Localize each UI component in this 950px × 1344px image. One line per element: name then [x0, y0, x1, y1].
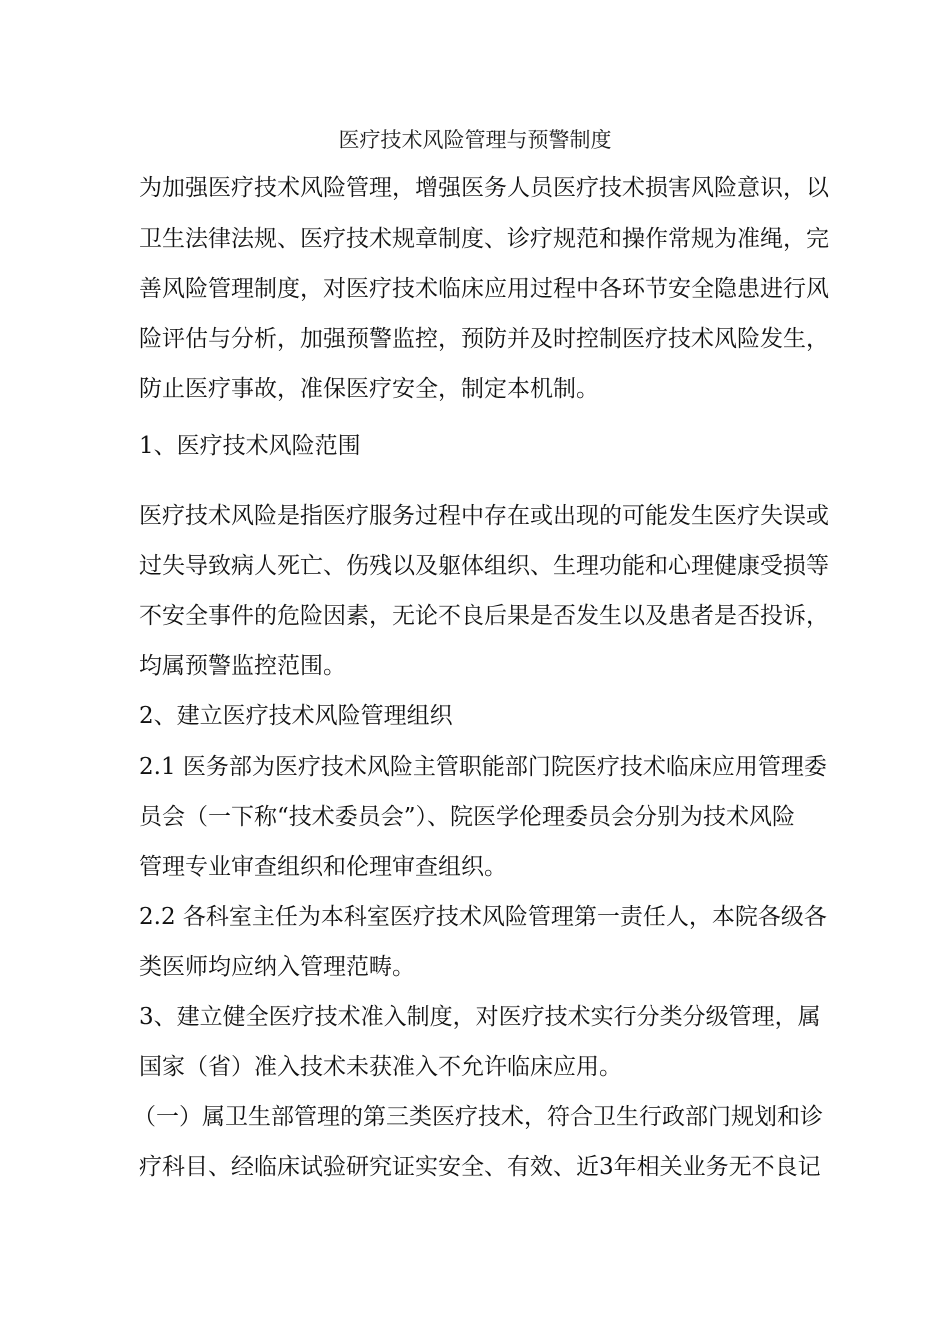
paragraph-line: 防止医疗事故，准保医疗安全，制定本机制。 — [139, 376, 599, 402]
paragraph-line: 管理专业审查组织和伦理审查组织。 — [139, 854, 507, 880]
paragraph-line: 善风险管理制度，对医疗技术临床应用过程中各环节安全隐患进行风 — [139, 276, 829, 302]
paragraph-line: 2.2 各科室主任为本科室医疗技术风险管理第一责任人，本院各级各 — [139, 904, 827, 930]
paragraph-line: 类医师均应纳入管理范畴。 — [139, 954, 415, 980]
paragraph-line: 疗科目、经临床试验研究证实安全、有效、近3年相关业务无不良记 — [139, 1154, 821, 1180]
paragraph-line: 过失导致病人死亡、伤残以及躯体组织、生理功能和心理健康受损等 — [139, 553, 829, 579]
section-heading: 2、建立医疗技术风险管理组织 — [139, 703, 453, 729]
paragraph-line: 员会（一下称“技术委员会”）、院医学伦理委员会分别为技术风险 — [139, 804, 796, 830]
paragraph-line: （一）属卫生部管理的第三类医疗技术，符合卫生行政部门规划和诊 — [133, 1104, 823, 1130]
paragraph-line: 卫生法律法规、医疗技术规章制度、诊疗规范和操作常规为准绳，完 — [139, 226, 829, 252]
paragraph-line: 国家（省）准入技术未获准入不允许临床应用。 — [139, 1054, 622, 1080]
document-title: 医疗技术风险管理与预警制度 — [338, 128, 612, 152]
paragraph-line: 2.1 医务部为医疗技术风险主管职能部门院医疗技术临床应用管理委 — [139, 754, 827, 780]
paragraph-line: 险评估与分析，加强预警监控，预防并及时控制医疗技术风险发生， — [139, 326, 829, 352]
paragraph-line: 均属预警监控范围。 — [139, 653, 346, 679]
section-heading: 1、医疗技术风险范围 — [139, 433, 361, 459]
paragraph-line: 不安全事件的危险因素，无论不良后果是否发生以及患者是否投诉， — [139, 603, 829, 629]
paragraph-line: 3、建立健全医疗技术准入制度，对医疗技术实行分类分级管理，属 — [139, 1004, 821, 1030]
paragraph-line: 医疗技术风险是指医疗服务过程中存在或出现的可能发生医疗失误或 — [139, 503, 829, 529]
paragraph-line: 为加强医疗技术风险管理，增强医务人员医疗技术损害风险意识，以 — [139, 175, 829, 201]
